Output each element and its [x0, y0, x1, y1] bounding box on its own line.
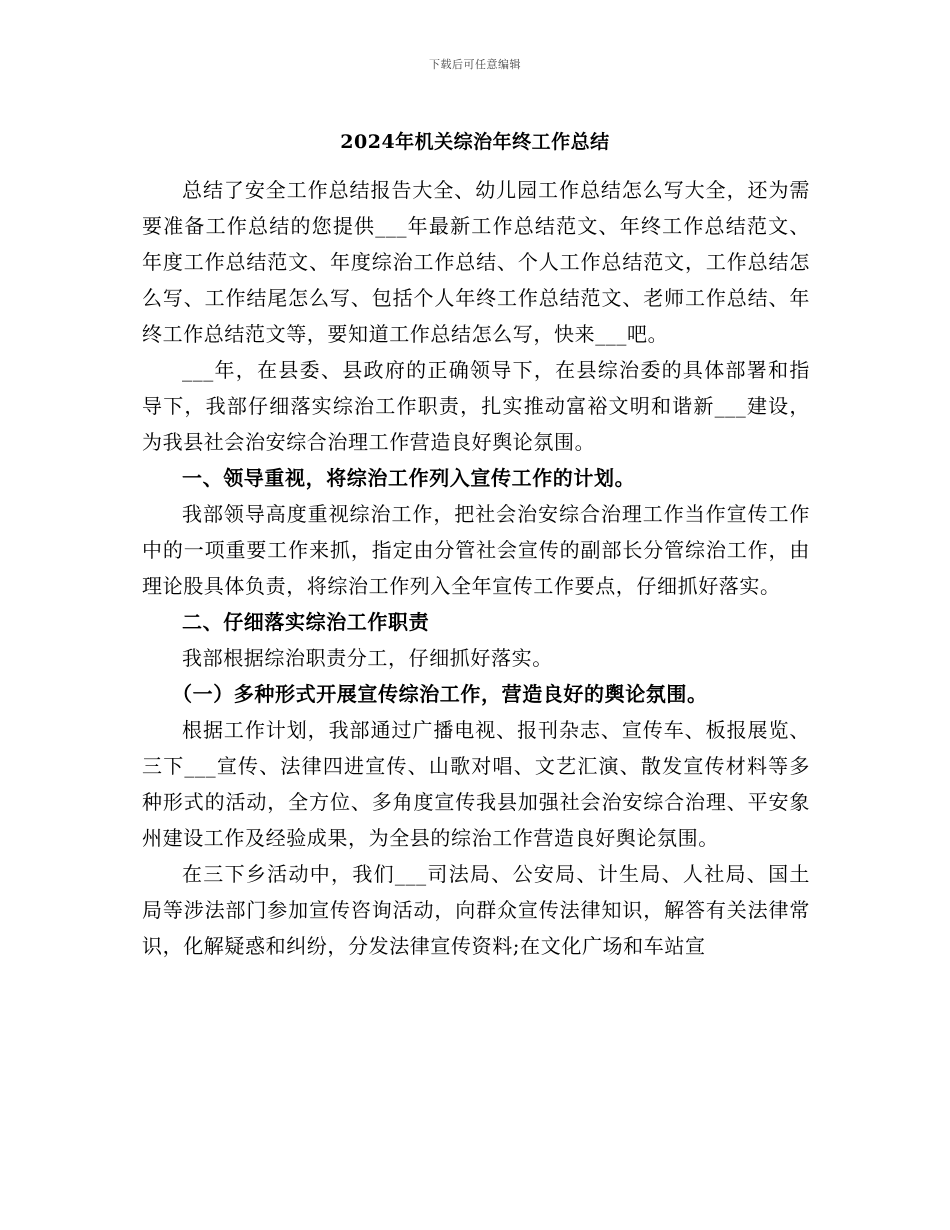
- header-note: 下载后可任意编辑: [429, 58, 521, 71]
- subsection-1-paragraph-2: 在三下乡活动中，我们___司法局、公安局、计生局、人社局、国土局等涉法部门参加宣传咨询活动，向群众宣传法律知识，解答有关法律常识，化解疑惑和纠纷，分发法律宣传资料;在文化广场和车站宣: [142, 862, 810, 958]
- section-1-paragraph: 我部领导高度重视综治工作，把社会治安综合治理工作当作宣传工作中的一项重要工作来抓，指定由分管社会宣传的副部长分管综治工作，由理论股具体负责，将综治工作列入全年宣传工作要点，仔细抓好落实。: [142, 502, 810, 598]
- section-2-paragraph: 我部根据综治职责分工，仔细抓好落实。: [182, 646, 553, 670]
- document-body: [142, 172, 810, 964]
- intro-paragraph: 总结了安全工作总结报告大全、幼儿园工作总结怎么写大全，还为需要准备工作总结的您提供___年最新工作总结范文、年终工作总结范文、年度工作总结范文、年度综治工作总结、个人工作总结范文，工作总结怎么写、工作结尾怎么写、包括个人年终工作总结范文、老师工作总结、年终工作总结范文等，要知道工作总结怎么写，快来___吧。: [142, 178, 810, 346]
- overview-paragraph: ___年，在县委、县政府的正确领导下，在县综治委的具体部署和指导下，我部仔细落实综治工作职责，扎实推动富裕文明和谐新___建设，为我县社会治安综合治理工作营造良好舆论氛围。: [142, 358, 810, 454]
- subsection-heading-1: （一）多种形式开展宣传综治工作，营造良好的舆论氛围。: [172, 682, 708, 706]
- subsection-1-paragraph-1: 根据工作计划，我部通过广播电视、报刊杂志、宣传车、板报展览、三下___宣传、法律四进宣传、山歌对唱、文艺汇演、散发宣传材料等多种形式的活动，全方位、多角度宣传我县加强社会治安综合治理、平安象州建设工作及经验成果，为全县的综治工作营造良好舆论氛围。: [142, 718, 810, 850]
- section-heading-1: 一、领导重视，将综治工作列入宣传工作的计划。: [182, 466, 636, 490]
- document-title: 2024年机关综治年终工作总结: [340, 131, 610, 153]
- section-heading-2: 二、仔细落实综治工作职责: [182, 610, 430, 634]
